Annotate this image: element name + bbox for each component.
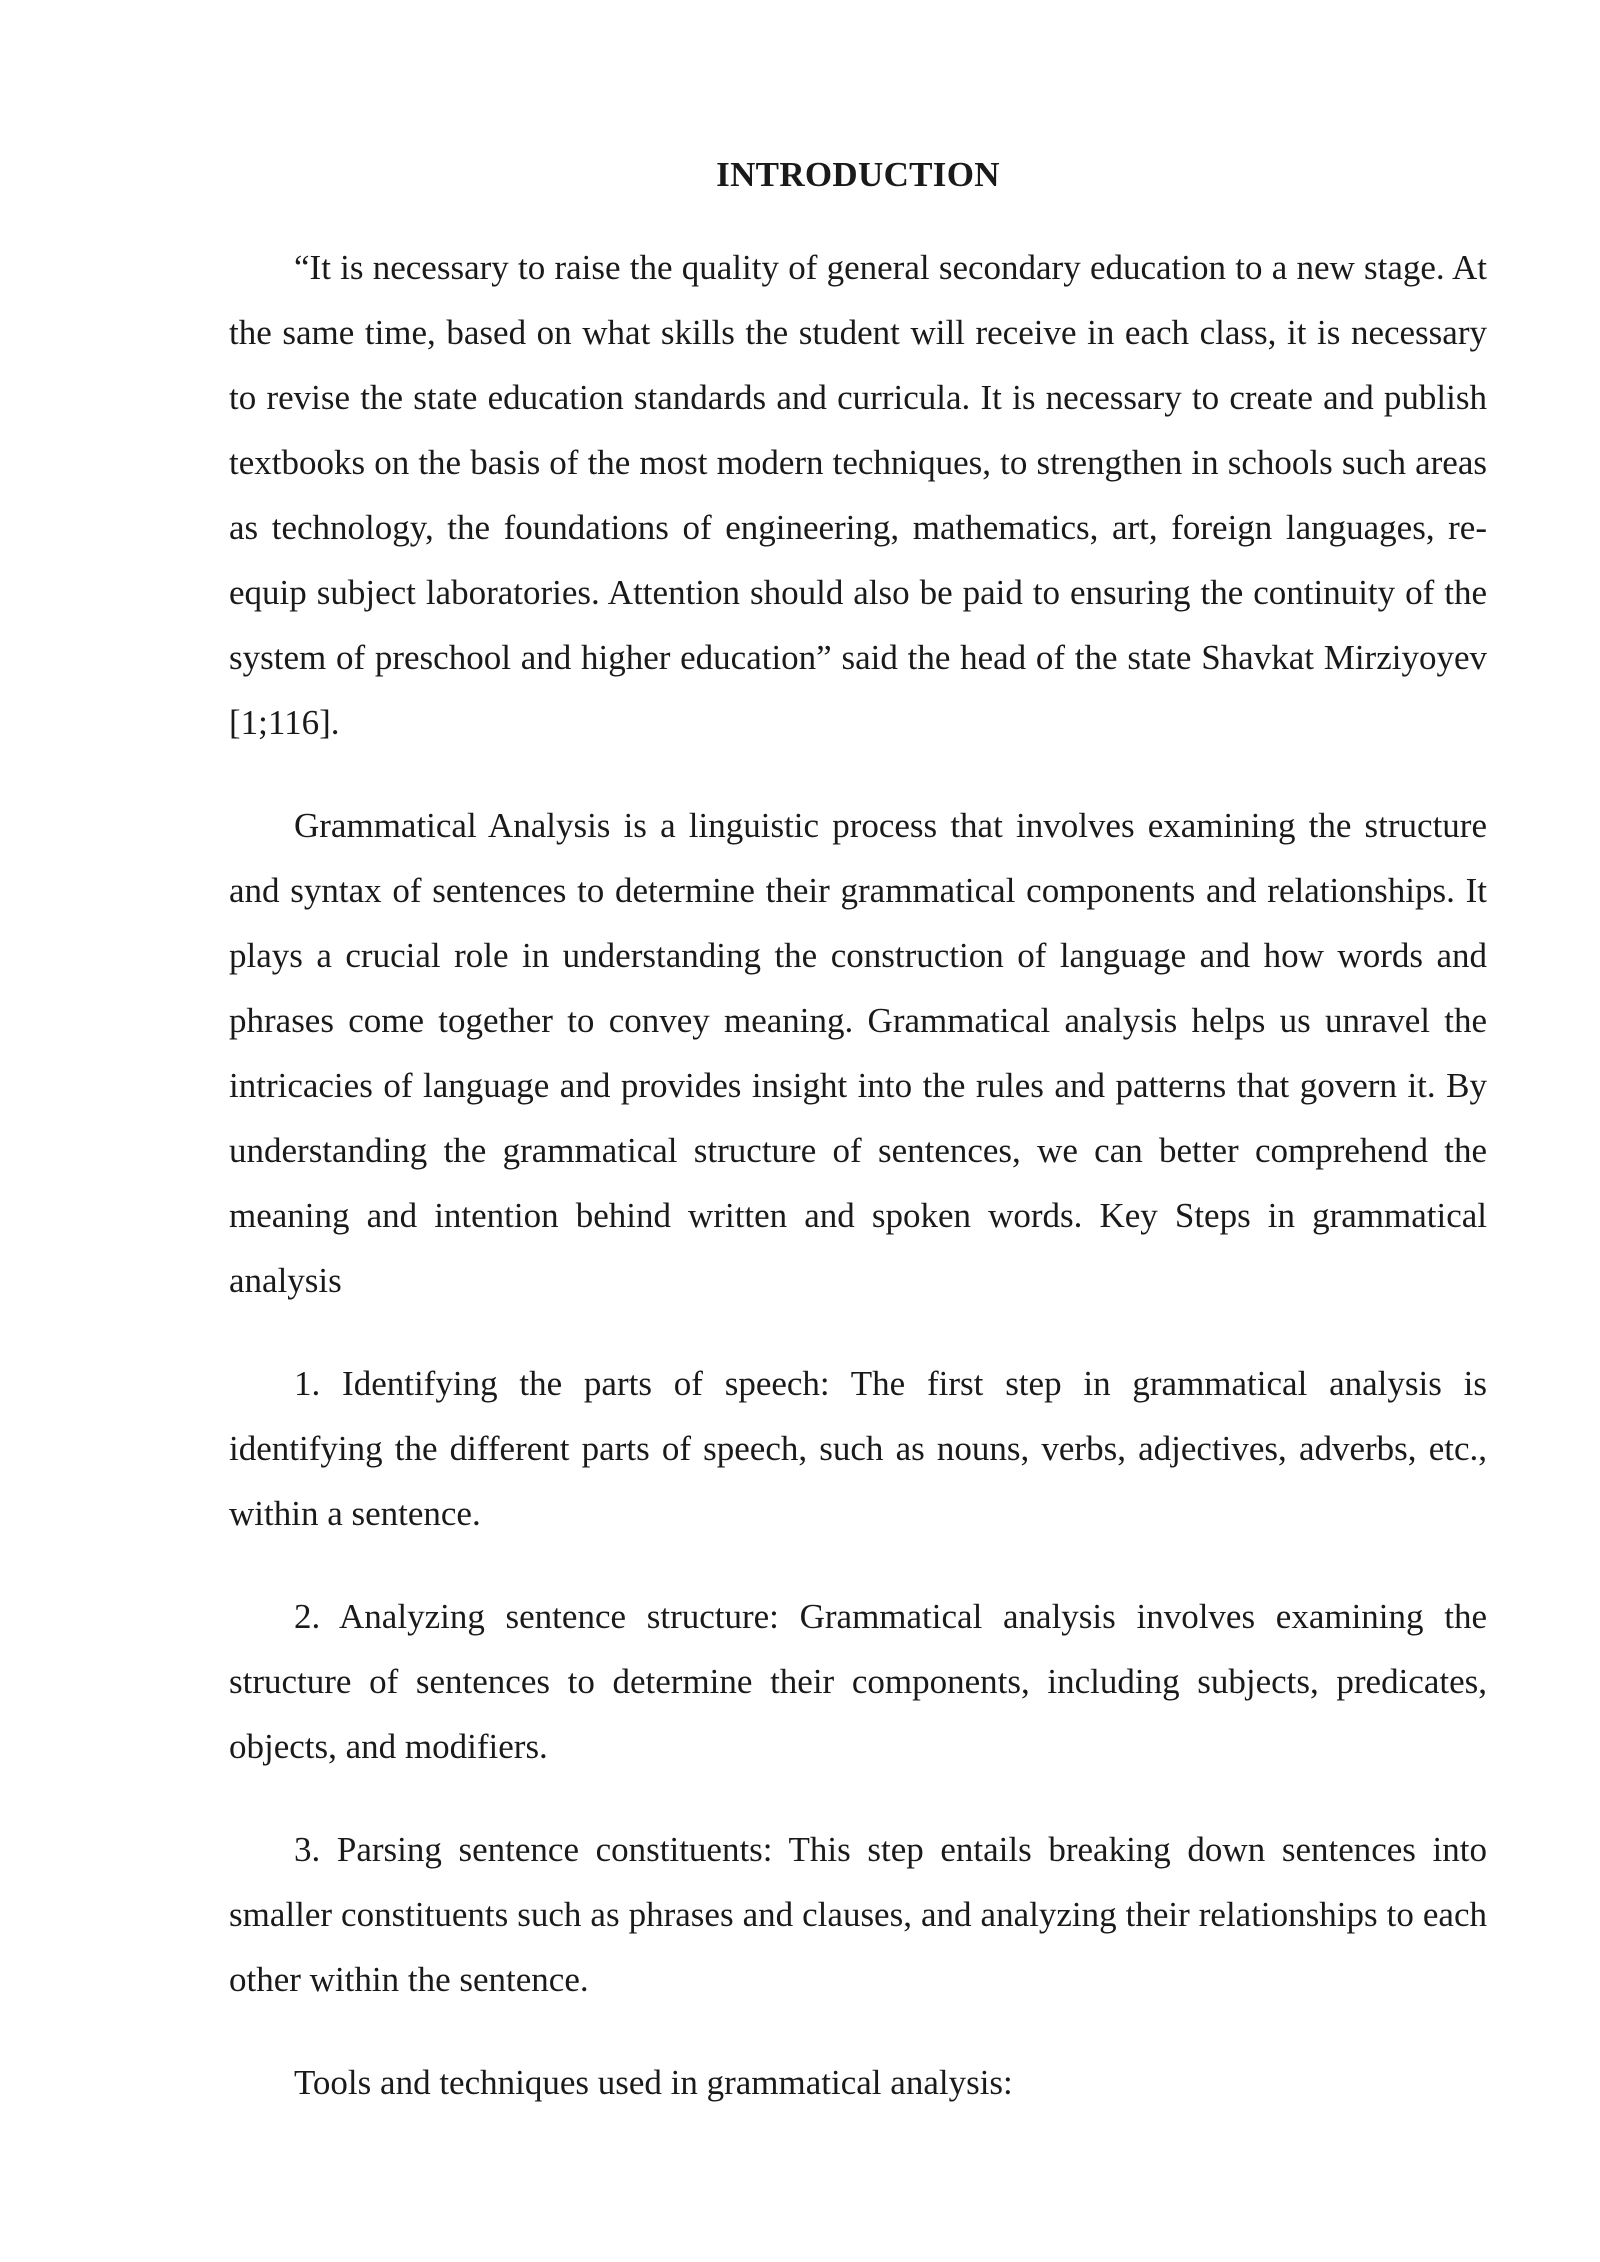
paragraph-quote: “It is necessary to raise the quality of general secondary education to a new stage. At the same time, based on what skills the student will receive in each class, it is necessary to revise the state education standards and curricula. It is necessary to create and publish textbooks on the basis of the most modern techniques, to strengthen in schools such areas as technology, the foundations of engineering, mathematics, art, foreign languages, re-equip subject laboratories. Attention should also be paid to ensuring the continuity of the system of preschool and higher education” said the head of the state Shavkat Mirziyoyev [1;116]. [229, 248, 1487, 742]
paragraph-tools-heading: Tools and techniques used in grammatical analysis: [294, 2063, 1013, 2102]
paragraph-grammatical-analysis: Grammatical Analysis is a linguistic process that involves examining the structure and syntax of sentences to determine their grammatical components and relationships. It plays a crucial role in understanding the construction of language and how words and phrases come together to convey meaning. Grammatical analysis helps us unravel the intricacies of language and provides insight into the rules and patterns that govern it. By understanding the grammatical structure of sentences, we can better comprehend the meaning and intention behind written and spoken words. Key Steps in grammatical analysis [229, 806, 1487, 1300]
paragraph-step-3: 3. Parsing sentence constituents: This step entails breaking down sentences into smaller constituents such as phrases and clauses, and analyzing their relationships to each other within the sentence. [229, 1830, 1487, 1999]
paragraph-step-1: 1. Identifying the parts of speech: The first step in grammatical analysis is identifying the different parts of speech, such as nouns, verbs, adjectives, adverbs, etc., within a sentence. [229, 1364, 1487, 1533]
page-content [229, 145, 1487, 2153]
page-title: INTRODUCTION [716, 155, 1000, 194]
paragraph-step-2: 2. Analyzing sentence structure: Grammatical analysis involves examining the structure of sentences to determine their components, including subjects, predicates, objects, and modifiers. [229, 1597, 1487, 1766]
